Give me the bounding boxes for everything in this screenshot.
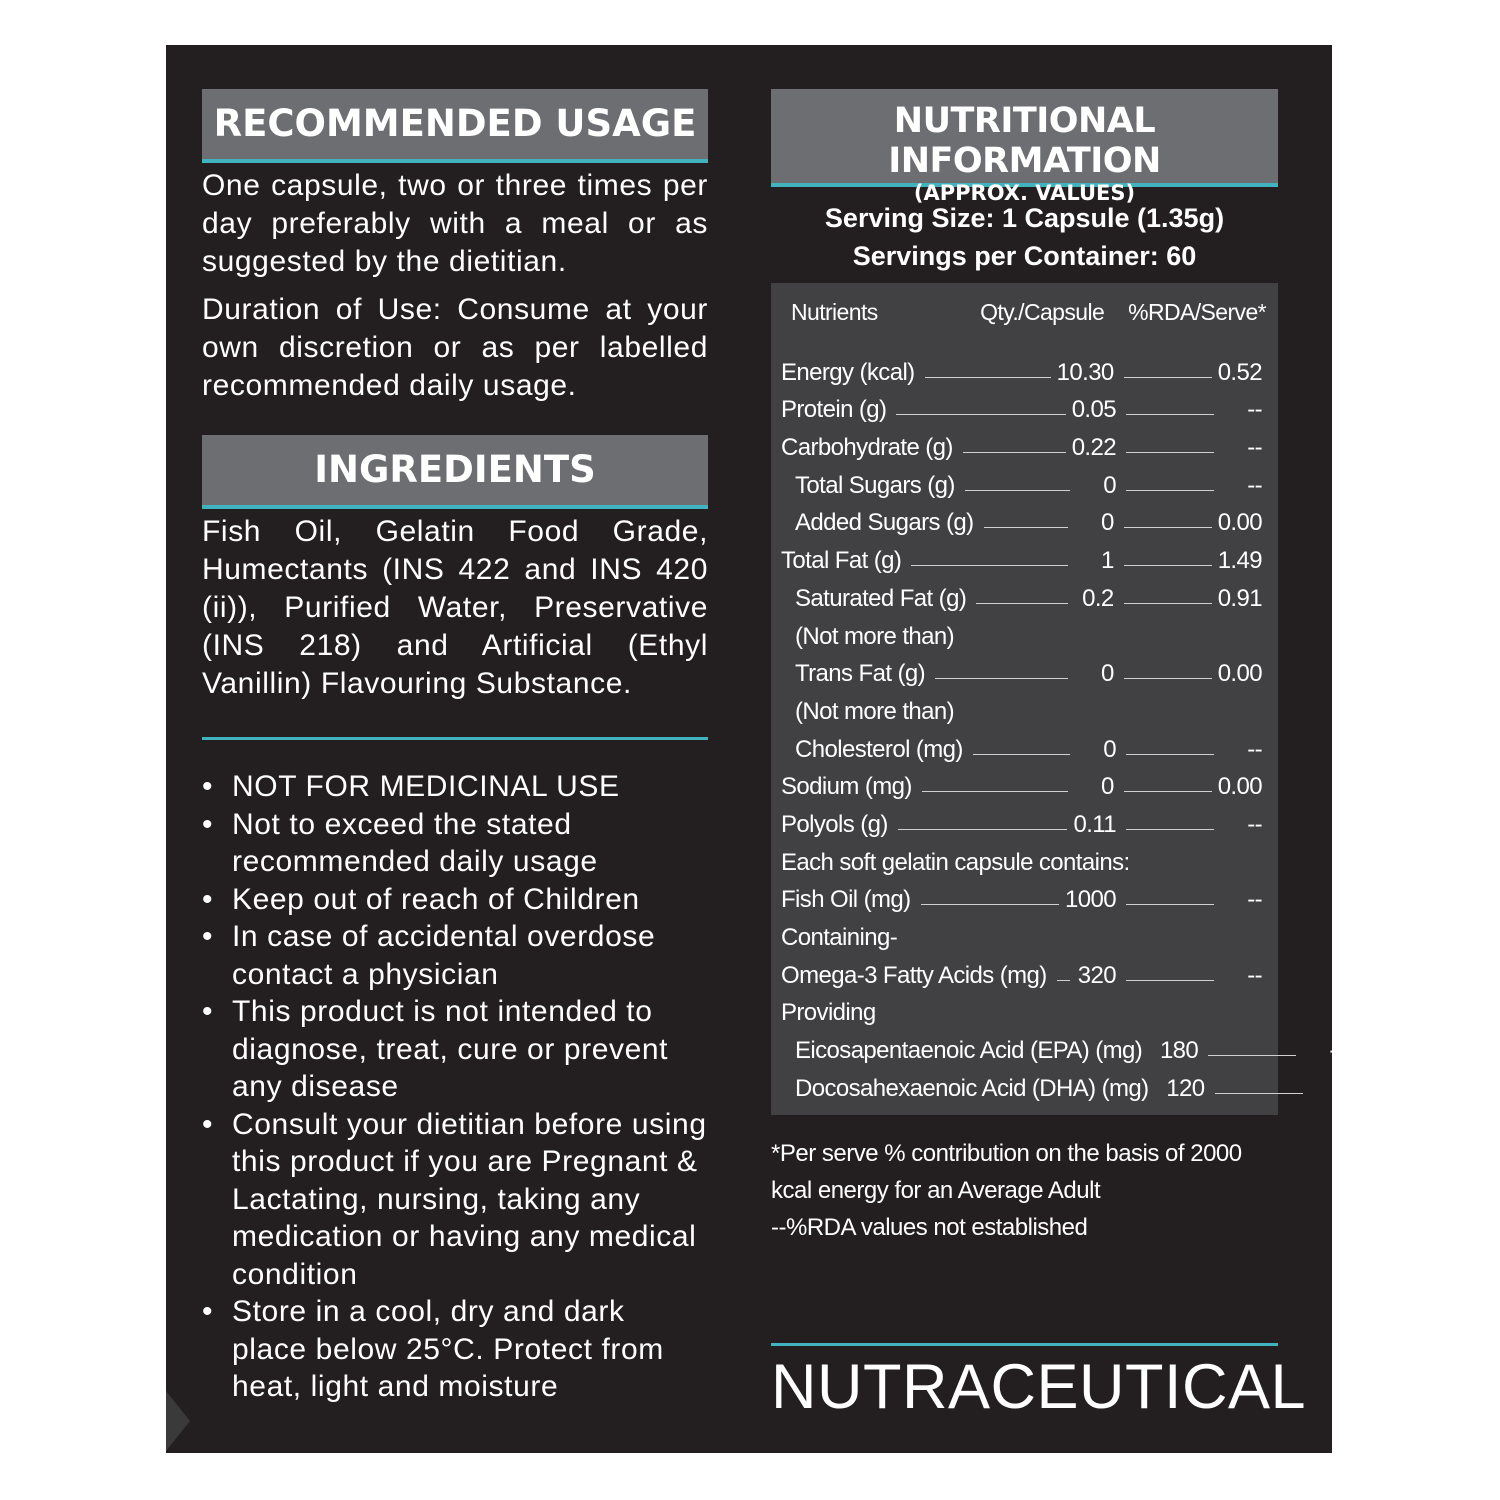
serving-info [771, 199, 1278, 275]
nutrient-rda: -- [1329, 1037, 1345, 1065]
leader-line [1126, 754, 1214, 755]
leader-line [1124, 565, 1212, 566]
nutrient-rda: 0.52 [1217, 358, 1262, 386]
nutrient-row [781, 914, 1266, 952]
nutrient-rda: -- [1247, 886, 1262, 914]
leader-line [896, 414, 1065, 415]
nutrient-rda: -- [1247, 810, 1262, 838]
nutrient-row [781, 462, 1266, 500]
bullet-icon: • [202, 807, 214, 841]
warning-item [202, 768, 708, 806]
bullet-icon: • [202, 882, 214, 916]
col-rda: %RDA/Serve* [1128, 298, 1266, 325]
nutrient-row [781, 575, 1266, 613]
leader-line [963, 452, 1066, 453]
leader-line [922, 791, 1068, 792]
footnote-line: *Per serve % contribution on the basis of 2000 kcal energy for an Average Adult [771, 1139, 1242, 1204]
leader-line [1126, 452, 1214, 453]
serving-size: Serving Size: 1 Capsule (1.35g) [824, 203, 1225, 233]
nutrient-qty: 120 [1166, 1074, 1205, 1102]
warnings-list [202, 768, 708, 1406]
nutrient-qty: 10.30 [1056, 358, 1114, 386]
bullet-icon: • [202, 770, 214, 803]
nutrient-row [781, 1065, 1351, 1103]
nutrient-label: Cholesterol (mg) [795, 735, 963, 763]
leader-line [921, 904, 1059, 905]
nutrient-row [781, 424, 1266, 462]
ingredients-heading: INGREDIENTS [202, 435, 708, 509]
leader-line [1124, 603, 1212, 604]
nutrient-label: Fish Oil (mg) [781, 886, 911, 914]
leader-line [965, 490, 1070, 491]
leader-line [1208, 1055, 1296, 1056]
nutrition-table-header [781, 295, 1266, 329]
leader-line [1126, 490, 1214, 491]
nutrient-label: Sodium (mg) [781, 773, 912, 801]
nutrient-label: Total Sugars (g) [795, 471, 955, 499]
nutrient-row [781, 839, 1266, 877]
leader-line [898, 829, 1068, 830]
nutrient-rda: 0.00 [1217, 773, 1262, 801]
warning-item [202, 1293, 708, 1406]
nutrient-rda: 0.00 [1217, 509, 1262, 537]
leader-line [1126, 414, 1214, 415]
leader-line [1124, 377, 1212, 378]
section-divider [202, 737, 708, 740]
nutrient-qty: 320 [1077, 961, 1116, 989]
leader-line [1124, 527, 1212, 528]
nutrient-label: Each soft gelatin capsule contains: [781, 848, 1130, 876]
usage-paragraph: One capsule, two or three times per day preferably with a meal or as suggested by the dietitian. [202, 169, 708, 278]
nutrient-label: Saturated Fat (g) [795, 584, 967, 612]
nutrient-row [781, 349, 1266, 387]
nutrient-qty: 0.05 [1071, 396, 1116, 424]
brand-name: NUTRACEUTICAL [771, 1352, 1307, 1422]
warning-item [202, 918, 708, 993]
nutrient-label: Polyols (g) [781, 810, 888, 838]
col-qty: Qty./Capsule [980, 298, 1105, 325]
warning-item [202, 881, 708, 919]
leader-line [1126, 904, 1214, 905]
nutrient-qty: 0 [1100, 660, 1114, 688]
nutrient-row [781, 726, 1266, 764]
nutrient-label: (Not more than) [795, 622, 955, 650]
warning-text: This product is not intended to diagnose, treat, cure or prevent any disease [232, 995, 669, 1103]
footnotes [771, 1135, 1278, 1246]
decorative-notch [166, 1391, 190, 1451]
nutrient-label: Energy (kcal) [781, 358, 915, 386]
nutrient-label: Carbohydrate (g) [781, 434, 953, 462]
nutrition-table [771, 283, 1351, 1115]
nutrient-rda: -- [1335, 1074, 1351, 1102]
leader-line [976, 603, 1067, 604]
nutrient-qty: 0.22 [1071, 434, 1116, 462]
nutrition-title: NUTRITIONAL INFORMATION [888, 101, 1161, 181]
nutrient-qty: 0 [1100, 509, 1114, 537]
leader-line [925, 377, 1051, 378]
leader-line [1215, 1093, 1303, 1094]
warning-text: NOT FOR MEDICINAL USE [232, 770, 620, 803]
nutrient-rda: -- [1247, 396, 1262, 424]
nutrient-row [781, 877, 1266, 915]
warning-text: Keep out of reach of Children [232, 882, 640, 916]
nutrient-row [781, 764, 1266, 802]
usage-heading: RECOMMENDED USAGE [202, 89, 708, 163]
nutrient-label: Protein (g) [781, 396, 887, 424]
nutrient-label: Added Sugars (g) [795, 509, 974, 537]
brand-divider [771, 1343, 1278, 1346]
nutrient-label: Eicosapentaenoic Acid (EPA) (mg) [795, 1037, 1143, 1065]
nutrient-rda: -- [1247, 471, 1262, 499]
leader-line [935, 678, 1068, 679]
nutrient-row [781, 537, 1266, 575]
leader-line [1124, 791, 1212, 792]
nutrient-row [781, 990, 1266, 1028]
nutrient-row [781, 688, 1266, 726]
footnote-line: --%RDA values not established [771, 1213, 1088, 1241]
nutrient-qty: 0.11 [1073, 810, 1116, 838]
bullet-icon: • [202, 1295, 214, 1328]
warning-item [202, 1106, 708, 1294]
left-column [202, 89, 708, 1406]
nutrient-rda: -- [1247, 434, 1262, 462]
leader-line [1057, 980, 1070, 981]
nutrient-label: Omega-3 Fatty Acids (mg) [781, 961, 1047, 989]
ingredients-text: Fish Oil, Gelatin Food Grade, Humectants (INS 422 and INS 420 (ii)), Purified Water, Preservative (INS 218) and Artificial (Ethyl Vanillin) Flavouring Substance. [202, 515, 708, 700]
right-column [771, 89, 1351, 1422]
servings-per-container: Servings per Container: 60 [852, 241, 1197, 271]
nutrient-label: Containing- [781, 924, 898, 951]
nutrient-rda: 0.91 [1217, 584, 1262, 612]
leader-line [1124, 678, 1212, 679]
nutrient-row [781, 387, 1266, 425]
leader-line [1126, 829, 1214, 830]
nutrient-label: Docosahexaenoic Acid (DHA) (mg) [795, 1074, 1149, 1102]
nutrient-rda: 0.00 [1217, 660, 1262, 688]
nutrient-row [781, 952, 1266, 990]
duration-paragraph: Duration of Use: Consume at your own discretion or as per labelled recommended daily usage. [202, 293, 708, 402]
leader-line [973, 754, 1070, 755]
warning-text: Not to exceed the stated recommended daily usage [232, 807, 598, 878]
leader-line [911, 565, 1067, 566]
nutrient-rda: -- [1247, 961, 1262, 989]
warning-text: Consult your dietitian before using this product if you are Pregnant & Lactating, nursing, taking any medication or having any medical condition [232, 1107, 707, 1291]
nutrient-qty: 0 [1100, 773, 1114, 801]
nutrient-row [781, 801, 1266, 839]
nutrient-qty: 0.2 [1082, 584, 1114, 612]
nutrition-subtitle: (APPROX. VALUES) [913, 181, 1136, 205]
nutrient-label: (Not more than) [795, 697, 955, 725]
nutrient-rda: -- [1247, 735, 1262, 763]
nutrient-qty: 0 [1103, 735, 1116, 763]
nutrient-label: Trans Fat (g) [795, 660, 926, 688]
label-panel [166, 45, 1351, 1453]
nutrient-row [781, 651, 1266, 689]
nutrient-label: Providing [781, 999, 876, 1027]
nutrient-row [781, 500, 1266, 538]
nutrient-rda: 1.49 [1217, 547, 1262, 575]
nutrient-qty: 1000 [1065, 886, 1116, 914]
bullet-icon: • [202, 920, 214, 953]
nutrient-row [781, 613, 1266, 651]
nutrient-qty: 0 [1103, 471, 1116, 499]
leader-line [1126, 980, 1214, 981]
nutrient-qty: 180 [1159, 1037, 1199, 1065]
warning-text: Store in a cool, dry and dark place below 25°C. Protect from heat, light and moisture [232, 1295, 664, 1403]
warning-item [202, 993, 708, 1106]
nutrition-heading [771, 89, 1278, 205]
warning-item [202, 806, 708, 881]
bullet-icon: • [202, 1107, 214, 1141]
leader-line [984, 527, 1068, 528]
nutrient-row [781, 1027, 1345, 1065]
warning-text: In case of accidental overdose contact a physician [232, 920, 656, 991]
col-nutrients: Nutrients [791, 298, 878, 325]
nutrient-label: Total Fat (g) [781, 547, 902, 575]
nutrient-qty: 1 [1100, 547, 1114, 575]
bullet-icon: • [202, 995, 214, 1028]
